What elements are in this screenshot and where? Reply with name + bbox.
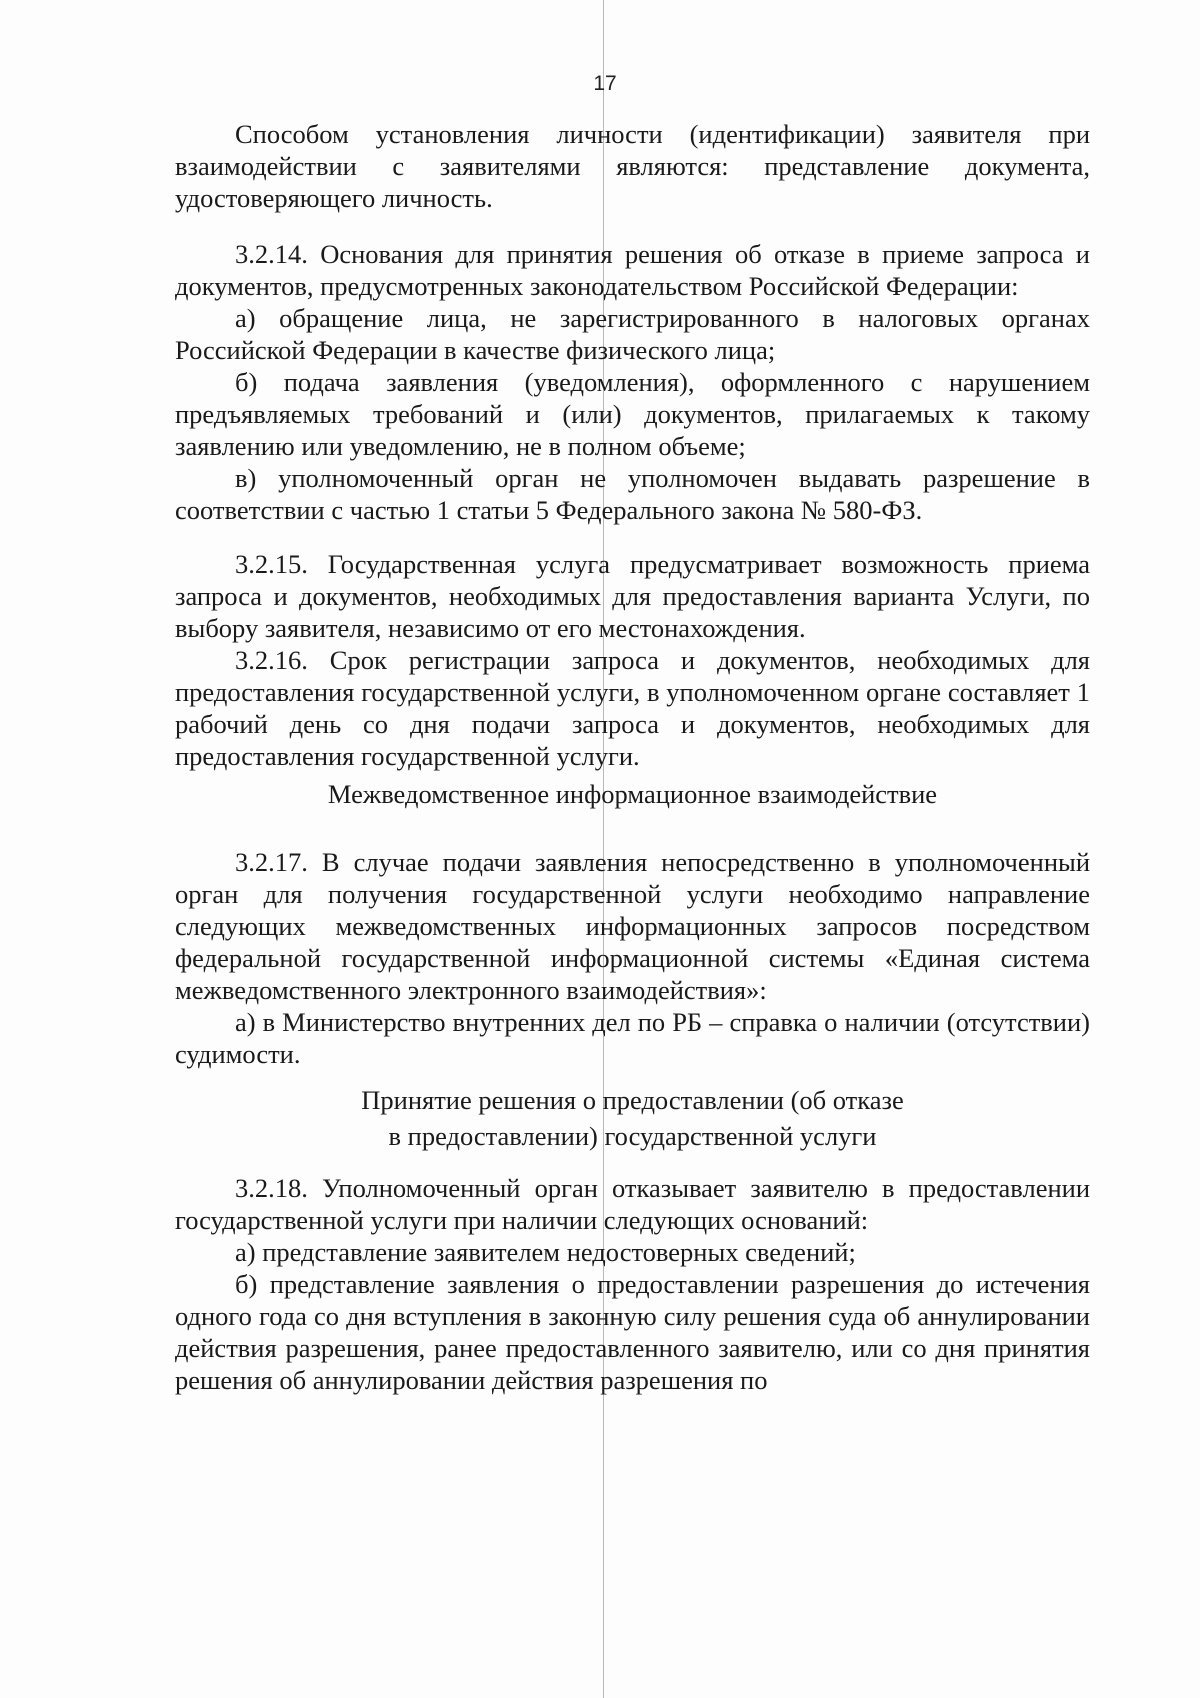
paragraph-3-2-15: 3.2.15. Государственная услуга предусматривает возможность приема запроса и документов, необходимых для предоставления варианта Услуги, по выбору заявителя, независимо от его местонахождения.	[175, 549, 1090, 643]
list-item-v: в) уполномоченный орган не уполномочен выдавать разрешение в соответствии с частью 1 статьи 5 Федерального закона № 580-ФЗ.	[175, 463, 1090, 525]
paragraph-3-2-17: 3.2.17. В случае подачи заявления непосредственно в уполномоченный орган для получения государственной услуги необходимо направление следующих межведомственных информационных запросов посредством федеральной государственной информационной системы «Единая система межведомственного электронного взаимодействия»:	[175, 847, 1090, 1005]
paragraph-text: Способом установления личности (идентификации) заявителя при взаимодействии с заявителями являются: представление документа, удостоверяющего личность.	[175, 119, 1090, 213]
section-3-2-14	[175, 238, 1090, 526]
paragraph-3-2-18: 3.2.18. Уполномоченный орган отказывает заявителю в предоставлении государственной услуги при наличии следующих оснований:	[175, 1173, 1090, 1235]
list-item-b: б) подача заявления (уведомления), оформленного с нарушением предъявляемых требований и (или) документов, прилагаемых к такому заявлению или уведомлению, не в полном объеме;	[175, 367, 1090, 461]
page-number: 17	[593, 72, 617, 95]
paragraph-3-2-16: 3.2.16. Срок регистрации запроса и документов, необходимых для предоставления государственной услуги, в уполномоченном органе составляет 1 рабочий день со дня подачи запроса и документов, необходимых для предоставления государственной услуги.	[175, 645, 1090, 771]
section-3-2-15-16	[175, 548, 1090, 772]
list-item-a: а) обращение лица, не зарегистрированного в налоговых органах Российской Федерации в качестве физического лица;	[175, 303, 1090, 365]
section-3-2-18	[175, 1172, 1090, 1396]
heading-line: в предоставлении) государственной услуги	[388, 1121, 877, 1151]
list-item-a: а) представление заявителем недостоверных сведений;	[235, 1237, 856, 1267]
list-item-b: б) представление заявления о предоставлении разрешения до истечения одного года со дня вступления в законную силу решения суда об аннулировании действия разрешения, ранее предоставленного заявителю, или со дня принятия решения об аннулировании действия разрешения по	[175, 1269, 1090, 1395]
paragraph-identification	[175, 118, 1090, 214]
heading-line: Межведомственное информационное взаимодействие	[327, 779, 938, 809]
heading-line: Принятие решения о предоставлении (об отказе	[361, 1085, 904, 1115]
section-heading-decision	[175, 1082, 1090, 1154]
list-item-a: а) в Министерство внутренних дел по РБ – справка о наличии (отсутствии) судимости.	[175, 1007, 1090, 1069]
section-heading-interagency	[175, 776, 1090, 812]
paragraph-text: 3.2.14. Основания для принятия решения об отказе в приеме запроса и документов, предусмотренных законодательством Российской Федерации:	[175, 239, 1090, 301]
section-3-2-17	[175, 846, 1090, 1070]
